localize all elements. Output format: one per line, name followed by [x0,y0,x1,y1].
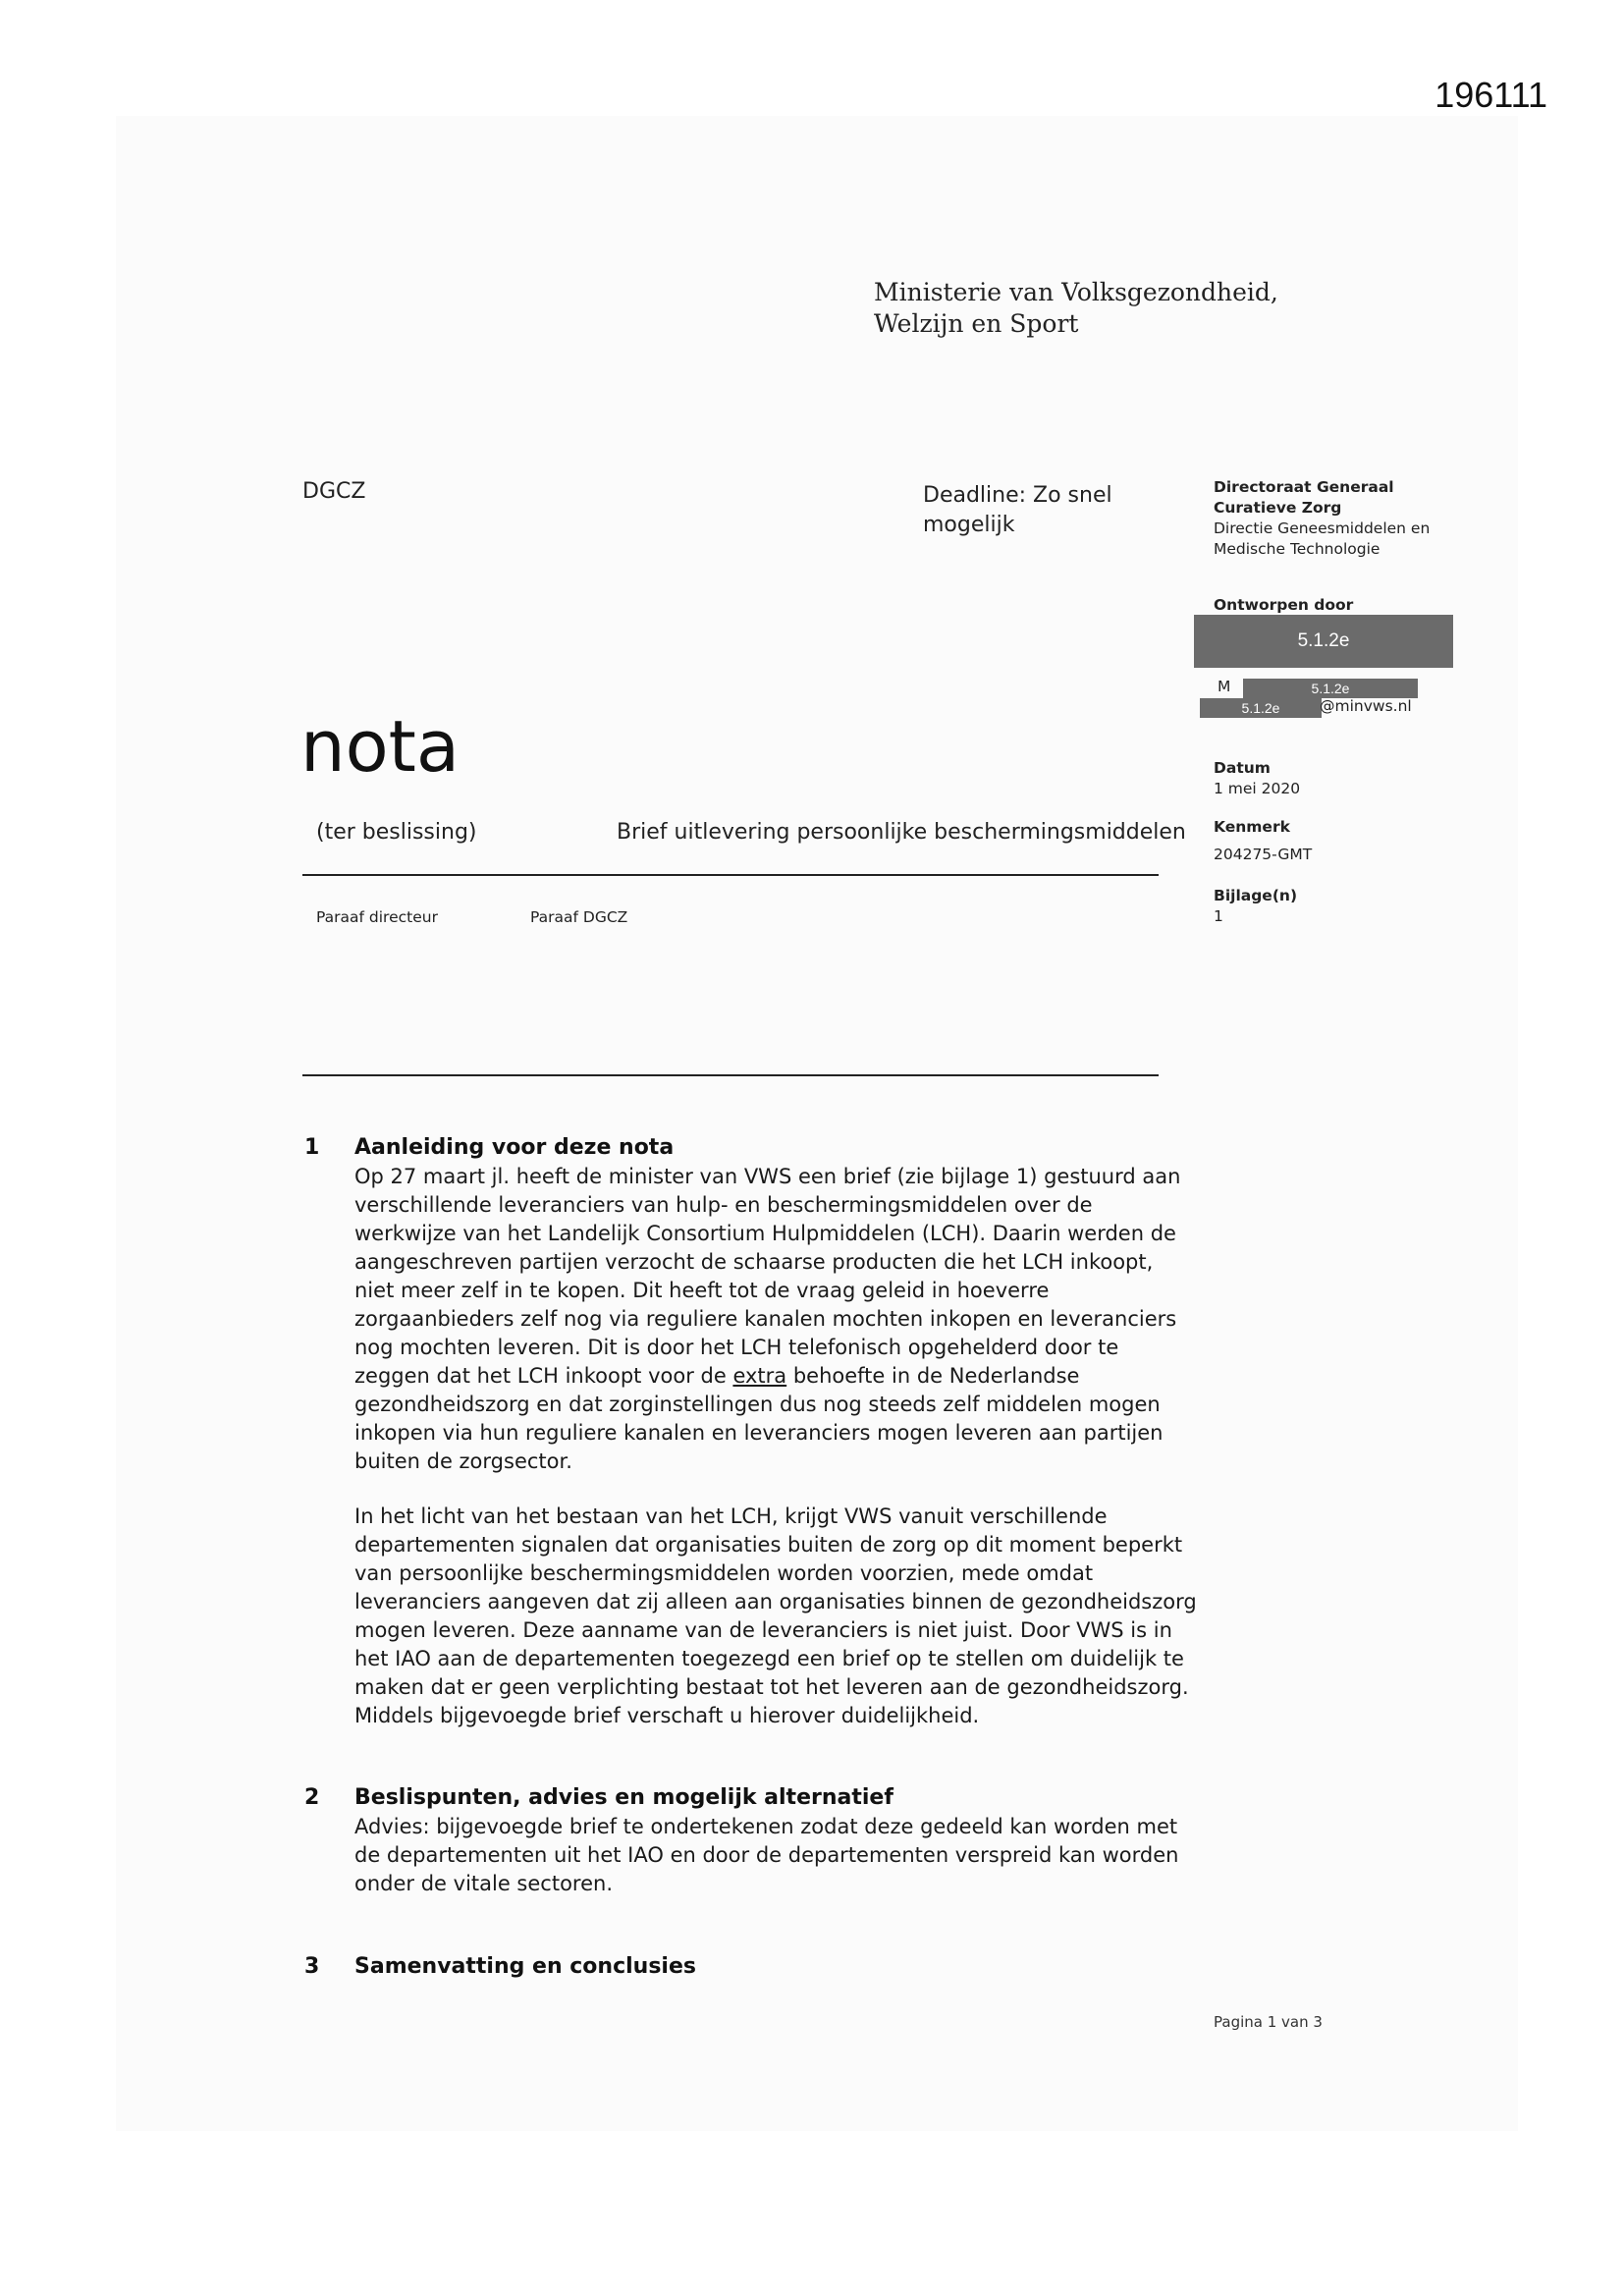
section-1-emphasis: extra [732,1364,787,1388]
section-3-heading: Samenvatting en conclusies [354,1954,696,1979]
reference-value: 204275-GMT [1214,846,1313,863]
section-1-text-2: In het licht van het bestaan van het LCH, krijgt VWS vanuit verschillende departementen signalen dat organisaties buiten de zorg op dit moment beperkt van persoonlijke beschermingsmiddelen worden voorzien, mede omdat leveranciers aangeven dat zij alleen aan organisaties binnen de gezondheidszorg mogen leveren. Deze aanname van de leveranciers is niet juist. Door VWS is in het IAO aan de departementen toegezegd een brief op te stellen om duidelijk te maken dat er geen verplichting bestaat tot het leveren aan de gezondheidszorg. Middels bijgevoegde brief verschaft u hierover duidelijkheid. [354,1504,1197,1727]
ministry-line-1: Ministerie van Volksgezondheid, [874,278,1278,306]
section-2-paragraph-1 [354,1813,1199,1898]
ministry-line-2: Welzijn en Sport [874,309,1079,338]
org-line-1: Directoraat Generaal [1214,478,1394,496]
deadline-line-2: mogelijk [923,513,1015,537]
section-2-text: Advies: bijgevoegde brief te ondertekenen zodat deze gedeeld kan worden met de departementen uit het IAO en door de departementen verspreid kan worden onder de vitale sectoren. [354,1815,1179,1895]
section-3-number: 3 [304,1954,320,1979]
section-1-paragraph-2 [354,1503,1199,1730]
section-1-text-a: Op 27 maart jl. heeft de minister van VWS een brief (zie bijlage 1) gestuurd aan verschillende leveranciers van hulp- en beschermingsmiddelen over de werkwijze van het Landelijk Consortium Hulpmiddelen (LCH). Daarin werden de aangeschreven partijen verzocht de schaarse producten die het LCH inkoopt, niet meer zelf in te kopen. Dit heeft tot de vraag geleid in hoeverre zorgaanbieders zelf nog via reguliere kanalen mochten inkopen en leveranciers nog mochten leveren. Dit is door het LCH telefonisch opgehelderd door te zeggen dat het LCH inkoopt voor de [354,1165,1181,1388]
date-block [1214,758,1459,799]
section-1-heading: Aanleiding voor deze nota [354,1135,675,1160]
reference-block [1214,817,1459,865]
section-2-heading: Beslispunten, advies en mogelijk alternatief [354,1785,893,1810]
document-title: nota [300,705,460,788]
reference-label: Kenmerk [1214,818,1290,836]
email-suffix: @minvws.nl [1320,697,1412,715]
phone-label: M [1218,678,1231,695]
deadline [923,481,1188,540]
ministry-logo-text [874,277,1278,340]
section-1-text-b: behoefte in de Nederlandse gezondheidszorg en dat zorginstellingen dus nog steeds zelf middelen mogen inkopen via hun reguliere kanalen en leveranciers mogen leveren aan partijen buiten de zorgsector. [354,1364,1164,1473]
redaction-block-phone: 5.1.2e [1243,679,1418,698]
section-1-number: 1 [304,1135,320,1160]
attachments-block [1214,886,1459,927]
date-value: 1 mei 2020 [1214,780,1301,797]
deadline-line-1: Deadline: Zo snel [923,483,1112,508]
paraaf-director: Paraaf directeur [316,908,438,926]
org-line-3: Directie Geneesmiddelen en [1214,519,1431,537]
document-number: 196111 [1435,75,1547,115]
section-1-paragraph-1 [354,1163,1199,1476]
designed-by-label: Ontworpen door [1214,596,1354,614]
page-number: Pagina 1 van 3 [1214,2013,1323,2031]
date-label: Datum [1214,759,1271,777]
redaction-block-email: 5.1.2e [1200,698,1322,718]
directorate-code: DGCZ [302,479,366,504]
attachments-label: Bijlage(n) [1214,887,1298,904]
org-line-2: Curatieve Zorg [1214,499,1342,517]
org-line-4: Medische Technologie [1214,540,1380,558]
paraaf-dgcz: Paraaf DGCZ [530,908,628,926]
document-subject: Brief uitlevering persoonlijke beschermingsmiddelen [617,820,1186,845]
paraaf-divider [302,1074,1159,1076]
document-type: (ter beslissing) [316,820,477,845]
attachments-value: 1 [1214,907,1223,925]
sidebar [1214,477,1459,560]
designed-by-block [1214,595,1459,616]
section-2-number: 2 [304,1785,320,1810]
redaction-block-author: 5.1.2e [1194,615,1453,668]
title-divider [302,874,1159,876]
